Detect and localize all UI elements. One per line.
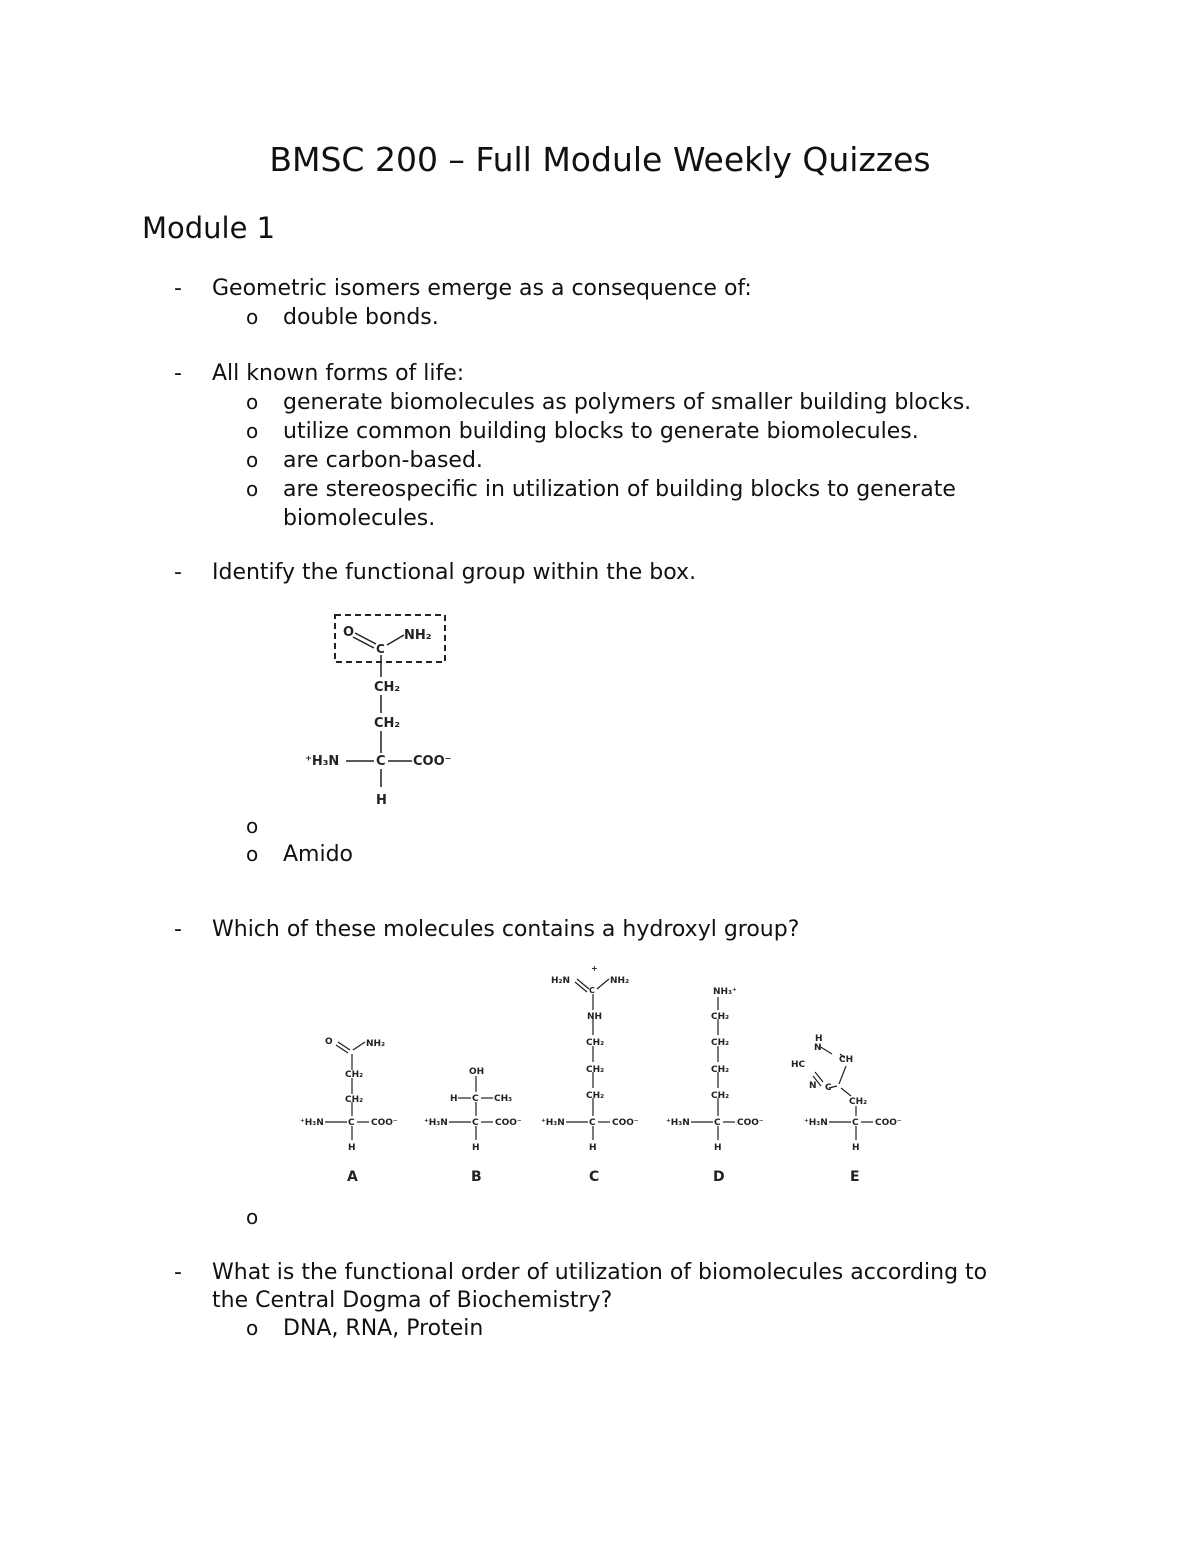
question-dash: -	[174, 1260, 182, 1285]
svg-text:NH₂: NH₂	[366, 1039, 386, 1049]
svg-text:NH₂: NH₂	[610, 976, 630, 986]
svg-text:O: O	[325, 1037, 333, 1047]
molecule-label-c: C	[589, 1169, 600, 1185]
svg-text:C: C	[472, 1094, 479, 1104]
svg-text:HC: HC	[791, 1060, 806, 1070]
svg-text:C: C	[825, 1083, 832, 1093]
svg-text:CH₂: CH₂	[586, 1065, 605, 1075]
svg-text:COO⁻: COO⁻	[612, 1118, 639, 1128]
svg-text:NH: NH	[587, 1012, 603, 1022]
svg-text:OH: OH	[469, 1067, 485, 1077]
question-dash: -	[174, 276, 182, 301]
answer-option: Amido	[283, 842, 354, 867]
svg-text:H: H	[450, 1094, 458, 1104]
question-prompt: Which of these molecules contains a hydroxyl group?	[212, 917, 800, 942]
svg-text:C: C	[852, 1118, 859, 1128]
option-bullet: o	[246, 1316, 259, 1340]
atom-carboxylate: COO⁻	[413, 754, 452, 769]
answer-option: double bonds.	[283, 305, 439, 330]
option-bullet: o	[246, 448, 259, 472]
svg-text:H: H	[852, 1143, 860, 1153]
option-bullet: o	[246, 305, 259, 329]
svg-text:NH₃⁺: NH₃⁺	[713, 987, 737, 997]
answer-option: DNA, RNA, Protein	[283, 1316, 484, 1341]
svg-text:CH₂: CH₂	[711, 1012, 730, 1022]
option-bullet: o	[246, 814, 259, 838]
molecule-label-d: D	[713, 1169, 725, 1185]
atom-c-alpha: C	[376, 754, 386, 769]
svg-text:COO⁻: COO⁻	[371, 1118, 398, 1128]
svg-text:CH₂: CH₂	[586, 1038, 605, 1048]
answer-option-continued: biomolecules.	[283, 506, 436, 531]
svg-text:COO⁻: COO⁻	[875, 1118, 902, 1128]
svg-text:CH₂: CH₂	[586, 1091, 605, 1101]
atom-o: O	[343, 625, 355, 640]
svg-text:CH₂: CH₂	[711, 1038, 730, 1048]
atom-c-carbonyl: C	[376, 642, 385, 656]
amino-acids-figure	[295, 962, 915, 1192]
svg-text:+: +	[591, 964, 598, 973]
svg-text:CH₂: CH₂	[711, 1091, 730, 1101]
question-prompt: All known forms of life:	[212, 361, 465, 386]
svg-text:H: H	[472, 1143, 480, 1153]
molecule-label-b: B	[471, 1169, 482, 1185]
svg-text:C: C	[472, 1118, 479, 1128]
atom-amino: ⁺H₃N	[305, 754, 340, 769]
svg-text:CH: CH	[839, 1055, 854, 1065]
answer-option: utilize common building blocks to generate biomolecules.	[283, 419, 919, 444]
answer-option: are stereospecific in utilization of building blocks to generate	[283, 477, 956, 502]
molecule-label-e: E	[850, 1169, 860, 1185]
svg-text:CH₂: CH₂	[345, 1070, 364, 1080]
question-dash: -	[174, 917, 182, 942]
svg-text:CH₂: CH₂	[849, 1097, 868, 1107]
svg-text:⁺H₃N: ⁺H₃N	[804, 1118, 828, 1128]
option-bullet: o	[246, 1205, 259, 1229]
molecule-label-a: A	[347, 1169, 358, 1185]
svg-text:CH₂: CH₂	[711, 1065, 730, 1075]
svg-text:N: N	[809, 1081, 817, 1091]
option-bullet: o	[246, 419, 259, 443]
svg-text:H: H	[348, 1143, 356, 1153]
svg-text:C: C	[589, 986, 595, 995]
svg-text:N: N	[814, 1043, 822, 1053]
option-bullet: o	[246, 477, 259, 501]
svg-text:C: C	[348, 1118, 355, 1128]
answer-option: are carbon-based.	[283, 448, 483, 473]
atom-ch2: CH₂	[374, 716, 401, 731]
svg-text:CH₂: CH₂	[345, 1095, 364, 1105]
svg-text:⁺H₃N: ⁺H₃N	[424, 1118, 448, 1128]
question-dash: -	[174, 361, 182, 386]
document-title: BMSC 200 – Full Module Weekly Quizzes	[269, 140, 931, 179]
svg-text:H: H	[714, 1143, 722, 1153]
svg-text:C: C	[589, 1118, 596, 1128]
question-dash: -	[174, 560, 182, 585]
question-prompt-continued: the Central Dogma of Biochemistry?	[212, 1288, 613, 1313]
question-prompt: Geometric isomers emerge as a consequence of:	[212, 276, 752, 301]
svg-text:H₂N: H₂N	[551, 976, 571, 986]
option-bullet: o	[246, 842, 259, 866]
svg-text:COO⁻: COO⁻	[495, 1118, 522, 1128]
svg-text:CH₃: CH₃	[494, 1094, 513, 1104]
atom-ch2: CH₂	[374, 680, 401, 695]
question-prompt: What is the functional order of utilization of biomolecules according to	[212, 1260, 988, 1285]
atom-nh2: NH₂	[404, 628, 432, 643]
svg-text:H: H	[589, 1143, 597, 1153]
svg-text:⁺H₃N: ⁺H₃N	[541, 1118, 565, 1128]
svg-text:H: H	[815, 1034, 823, 1044]
answer-option: generate biomolecules as polymers of smaller building blocks.	[283, 390, 972, 415]
question-prompt: Identify the functional group within the box.	[212, 560, 697, 585]
svg-text:⁺H₃N: ⁺H₃N	[300, 1118, 324, 1128]
svg-text:⁺H₃N: ⁺H₃N	[666, 1118, 690, 1128]
glutamine-structure-figure	[300, 605, 470, 810]
option-bullet: o	[246, 390, 259, 414]
atom-h: H	[376, 793, 387, 808]
svg-text:COO⁻: COO⁻	[737, 1118, 764, 1128]
svg-text:C: C	[714, 1118, 721, 1128]
section-heading: Module 1	[142, 211, 276, 245]
